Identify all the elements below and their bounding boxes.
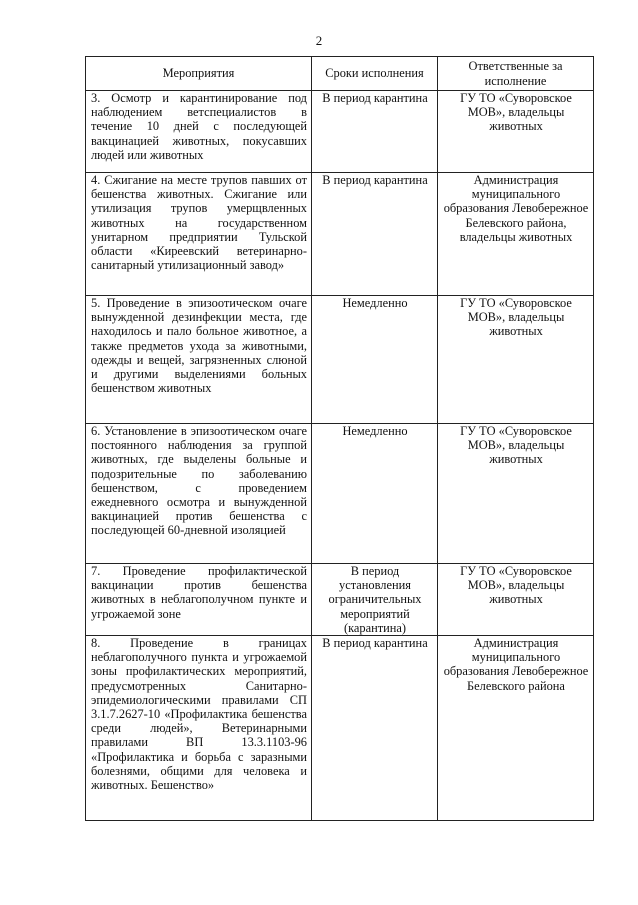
- table-row: [86, 173, 594, 296]
- responsible-cell: Администрация муниципального образования Левобережное Белевского района, владельцы животных: [438, 173, 594, 296]
- table-row: [86, 296, 594, 424]
- header-timing: Сроки исполнения: [312, 57, 438, 91]
- event-cell: 5. Проведение в эпизоотическом очаге вынужденной дезинфекции места, где находилось и пало больное животное, а также предметов ухода за животными, одежды и вещей, загрязненных слюной и другими выделениями больных бешенством животных: [86, 296, 312, 424]
- header-event: Мероприятия: [86, 57, 312, 91]
- table-header-row: [86, 57, 594, 91]
- measures-table: [85, 56, 594, 821]
- event-cell: 6. Установление в эпизоотическом очаге постоянного наблюдения за группой животных, где выделены больные и подозрительные по заболеванию бешенством, с проведением ежедневного осмотра и вынужденной вакцинацией против бешенства с последующей 60-дневной изоляцией: [86, 424, 312, 564]
- timing-cell: В период установления ограничительных мероприятий (карантина): [312, 564, 438, 636]
- timing-cell: В период карантина: [312, 91, 438, 173]
- table-row: [86, 91, 594, 173]
- table-row: [86, 564, 594, 636]
- event-cell: 7. Проведение профилактической вакцинации против бешенства животных в неблагополучном пункте и угрожаемой зоне: [86, 564, 312, 636]
- responsible-cell: ГУ ТО «Суворовское МОВ», владельцы животных: [438, 296, 594, 424]
- event-cell: 4. Сжигание на месте трупов павших от бешенства животных. Сжигание или утилизация трупов умерщвленных животных на государственном унитарном предприятии Тульской области «Киреевский ветеринарно-санитарный утилизационный завод»: [86, 173, 312, 296]
- timing-cell: В период карантина: [312, 173, 438, 296]
- responsible-cell: ГУ ТО «Суворовское МОВ», владельцы животных: [438, 91, 594, 173]
- responsible-cell: ГУ ТО «Суворовское МОВ», владельцы животных: [438, 564, 594, 636]
- table-row: [86, 636, 594, 821]
- event-cell: 3. Осмотр и карантинирование под наблюдением ветспециалистов в течение 10 дней с последующей вакцинацией животных, покусавших людей или животных: [86, 91, 312, 173]
- page-number: 2: [315, 33, 323, 48]
- responsible-cell: Администрация муниципального образования Левобережное Белевского района: [438, 636, 594, 821]
- responsible-cell: ГУ ТО «Суворовское МОВ», владельцы животных: [438, 424, 594, 564]
- timing-cell: В период карантина: [312, 636, 438, 821]
- table-row: [86, 424, 594, 564]
- event-cell: 8. Проведение в границах неблагополучного пункта и угрожаемой зоны профилактических мероприятий, предусмотренных Санитарно-эпидемиологическими правилами СП 3.1.7.2627-10 «Профилактика бешенства среди людей», Ветеринарными правилами ВП 13.3.1103-96 «Профилактика и борьба с заразными болезнями, общими для человека и животных. Бешенство»: [86, 636, 312, 821]
- header-responsible: Ответственные за исполнение: [438, 57, 594, 91]
- timing-cell: Немедленно: [312, 296, 438, 424]
- timing-cell: Немедленно: [312, 424, 438, 564]
